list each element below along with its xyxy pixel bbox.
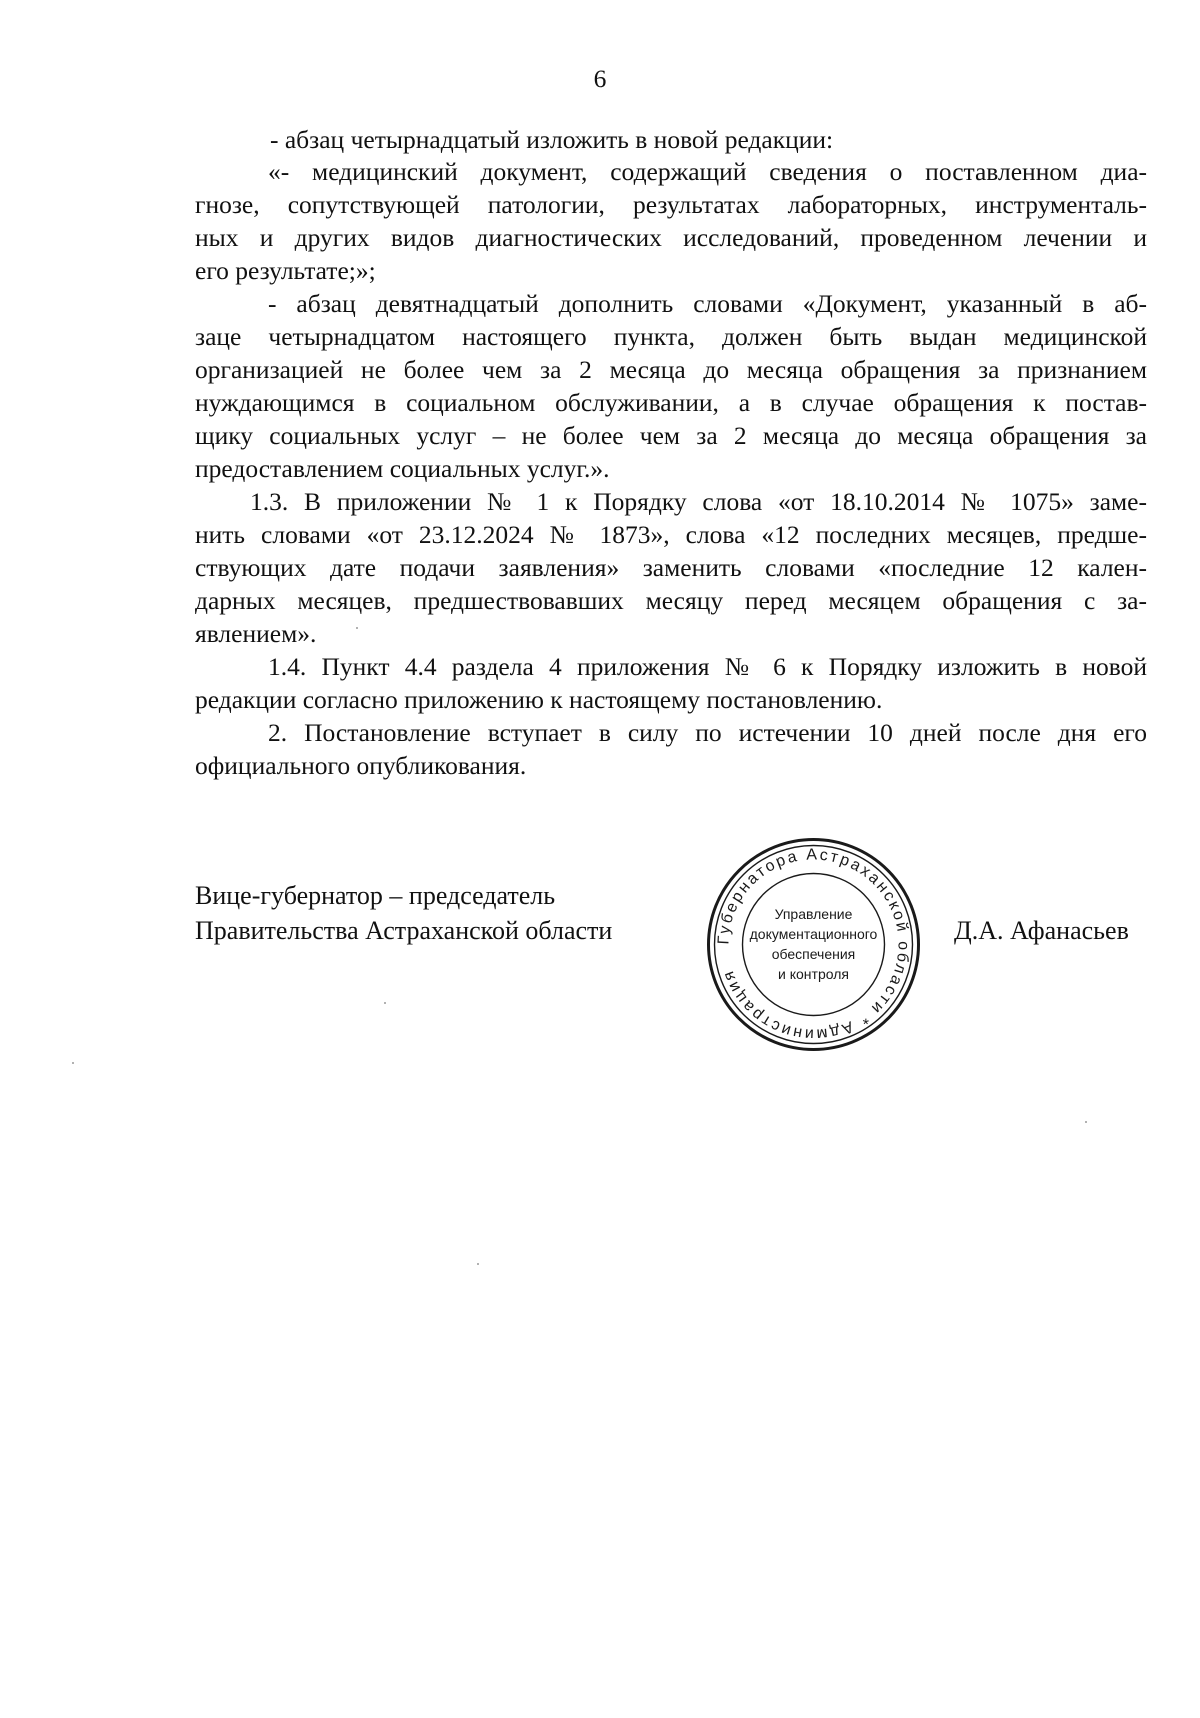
paragraph-2-line-4: его результате;»; [195,256,376,285]
scan-speck [356,627,358,629]
seal-outer-text: Губернатора Астраханской области * Администрация [715,846,912,1043]
paragraph-4-line-2: нить словами «от 23.12.2024 № 1873», слова «12 последних месяцев, предше- [195,520,1147,549]
paragraph-3-line-5: щику социальных услуг – не более чем за 2 месяца до месяца обращения за [195,421,1147,450]
paragraph-2-line-1: «- медицинский документ, содержащий сведения о поставленном диа- [268,157,1147,186]
seal-inner-line-2: документационного [749,926,878,942]
scan-speck [72,1062,74,1064]
paragraph-3-line-4: нуждающимся в социальном обслуживании, а в случае обращения к постав- [195,388,1147,417]
page-number: 6 [593,64,607,93]
paragraph-2-line-2: гнозе, сопутствующей патологии, результатах лабораторных, инструменталь- [195,190,1147,219]
signatory-name: Д.А. Афанасьев [954,916,1129,945]
paragraph-3-line-3: организацией не более чем за 2 месяца до месяца обращения за признанием [195,355,1147,384]
paragraph-3-line-1: - абзац девятнадцатый дополнить словами «Документ, указанный в аб- [268,289,1147,318]
paragraph-3-line-2: заце четырнадцатом настоящего пункта, должен быть выдан медицинской [195,322,1147,351]
scan-speck [384,1002,386,1004]
official-seal [706,837,921,1052]
paragraph-2-line-3: ных и других видов диагностических исследований, проведенном лечении и [195,223,1147,252]
paragraph-5-line-2: редакции согласно приложению к настоящему постановлению. [195,685,883,714]
paragraph-6-line-1: 2. Постановление вступает в силу по истечении 10 дней после дня его [268,718,1147,747]
seal-inner-line-1: Управление [774,906,853,922]
signatory-position-line-2: Правительства Астраханской области [195,916,613,945]
scan-speck [1085,1121,1087,1123]
seal-inner-line-4: и контроля [778,966,849,982]
paragraph-4-line-5: явлением». [195,619,317,648]
signatory-position-line-1: Вице-губернатор – председатель [195,881,556,910]
paragraph-5-line-1: 1.4. Пункт 4.4 раздела 4 приложения № 6 к Порядку изложить в новой [268,652,1147,681]
scan-speck [477,1263,479,1265]
paragraph-1-line-1: - абзац четырнадцатый изложить в новой редакции: [270,125,834,154]
paragraph-4-line-4: дарных месяцев, предшествовавших месяцу перед месяцем обращения с за- [195,586,1147,615]
svg-text:Губернатора Астраханской облас [715,846,911,1042]
paragraph-6-line-2: официального опубликования. [195,751,527,780]
paragraph-4-line-3: ствующих дате подачи заявления» заменить словами «последние 12 кален- [195,553,1147,582]
seal-inner-line-3: обеспечения [771,946,856,962]
paragraph-3-line-6: предоставлением социальных услуг.». [195,454,610,483]
paragraph-4-line-1: 1.3. В приложении № 1 к Порядку слова «от 18.10.2014 № 1075» заме- [250,487,1147,516]
